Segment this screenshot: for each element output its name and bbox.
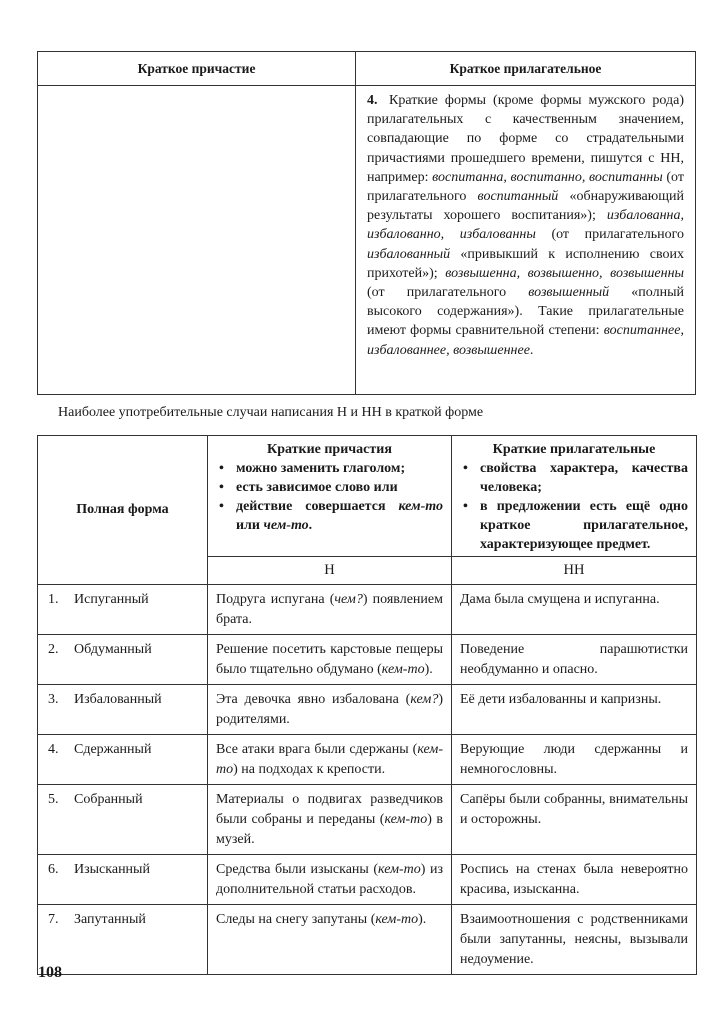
page-number: 108 [38,964,62,981]
participle-example [207,635,451,685]
text-run: ). [424,662,433,677]
header-full-form: Полная форма [38,436,208,585]
text-run: Её дети избалованны и капризны. [459,692,662,707]
row-number: 1. [48,592,59,607]
italic-term: избалованный [367,246,451,262]
table-row [38,735,697,785]
italic-term: кем-то [398,499,443,514]
adjective-example [451,785,696,855]
adjective-example [451,685,696,735]
text-run: Материалы о подвигах разведчиков были собраны и переданы ( [215,792,443,827]
text-run: Краткие формы (кроме формы мужского рода) прилагательных с качественным значением, совпадающие по форме со страдательными причастиями прошедшего времени, пишутся с НН, например: [367,93,684,185]
rule-number: 4. [367,93,378,108]
participle-example [207,685,451,735]
text-run: Эта девочка явно избалована ( [215,692,411,707]
italic-term: избалованна, избалованно, избалованны [367,208,684,243]
adjective-example [451,735,696,785]
comparison-table [37,51,696,395]
participle-example [207,585,451,635]
text-run: действие совершается [235,499,399,514]
text-run: ) родителями. [215,692,443,727]
row-number: 2. [48,642,59,657]
italic-term: чем? [334,592,363,607]
table-row [38,855,697,905]
row-number: 4. [48,742,59,757]
full-form-word: Сдержанный [74,742,152,757]
text-run: «обнаруживающий результаты хорошего воспитания»); [367,189,684,224]
full-form-cell [38,855,208,905]
italic-term: кем? [410,692,439,707]
text-run: Все атаки врага были сдержаны ( [215,742,418,757]
text-run: ) появлением брата. [215,592,443,627]
italic-term: воспитаннее, избалованнее, возвышеннее [367,323,684,358]
full-form-word: Избалованный [74,692,162,707]
table-row [38,635,697,685]
rule-text [367,93,684,358]
section-caption: Наиболее употребительные случаи написания Н и НН в краткой форме [58,405,484,420]
criterion-item [460,497,688,554]
italic-term: возвышенный [528,285,610,301]
text-run: ) в музей. [215,812,443,847]
rule-4 [357,87,694,364]
bullet-icon: • [218,499,224,514]
full-form-word: Изысканный [74,862,150,877]
table-row [38,785,697,855]
italic-term: чем-то [263,518,309,533]
text-run: Средства были изысканы ( [215,862,378,877]
adjectives-criteria [460,459,688,554]
text-run: или [235,518,264,533]
text-run: (от прилагательного [535,227,684,243]
row-number: 5. [48,792,59,807]
header-short-participle: Краткое причастие [38,52,356,86]
comparison-table-row [38,86,696,395]
comparison-table-header [38,52,696,86]
italic-term: кем-то [381,662,425,677]
italic-term: кем-то [215,742,443,777]
text-run: в предложении есть ещё одно краткое прилагательное, характеризующее предмет. [479,499,688,552]
participles-criteria [216,459,443,535]
text-run: Роспись на стенах была невероятно красива, изысканна. [459,862,688,897]
header-short-adjective: Краткое прилагательное [356,52,696,86]
row-number: 7. [48,912,59,927]
letter-nn: НН [451,557,696,585]
adjective-example [451,855,696,905]
text-run: . [529,342,534,358]
criterion-item [216,459,443,478]
text-run: «полный высокого содержания»). Такие прилагательные имеют формы сравнительной степени: [367,285,684,339]
adjectives-title: Краткие прилагательные [492,442,656,457]
full-form-cell [38,635,208,685]
text-run: ). [418,912,427,927]
text-run: Верующие люди сдержанны и немногословны. [459,742,688,777]
header-participles [207,436,451,557]
bullet-icon: • [218,461,224,476]
adjective-example [451,905,696,975]
text-run: ) из дополнительной статьи расходов. [215,862,443,897]
text-run: (от прилагательного [367,285,529,301]
n-nn-table-header [38,436,697,557]
adjective-example [451,635,696,685]
italic-term: воспитанный [477,189,559,205]
text-run: Подруга испугана ( [215,592,335,607]
adjective-rule-cell [356,86,696,395]
full-form-word: Обдуманный [74,642,152,657]
full-form-word: Запутанный [74,912,146,927]
adjective-example [451,585,696,635]
text-run: есть зависимое слово или [235,480,398,495]
participle-example [207,905,451,975]
table-row [38,905,697,975]
full-form-cell [38,785,208,855]
table-row [38,585,697,635]
header-adjectives [451,436,696,557]
italic-term: возвышенна, возвышенно, возвышенны [445,265,684,281]
table-row [38,685,697,735]
participle-example [207,855,451,905]
text-run: Поведение парашютистки необдуманно и опасно. [459,642,688,677]
participle-example [207,785,451,855]
criterion-item [460,459,688,497]
participle-cell-empty [38,86,356,395]
italic-term: кем-то [375,912,419,927]
text-run: «привыкший к исполнению своих прихотей»); [367,246,684,281]
text-run: можно заменить глаголом; [235,461,406,476]
full-form-word: Испуганный [74,592,149,607]
n-nn-table [37,435,697,975]
full-form-cell [38,585,208,635]
text-run: (от прилагательного [367,169,684,205]
bullet-icon: • [462,461,468,476]
text-run: Решение посетить карстовые пещеры было тщательно обдумано ( [215,642,443,677]
n-nn-table-body [38,585,697,975]
text-run: свойства характера, качества человека; [479,461,688,495]
italic-term: кем-то [384,812,428,827]
criterion-item [216,497,443,535]
text-run: Дама была смущена и испуганна. [459,592,660,607]
participles-title: Краткие причастия [267,442,392,457]
full-form-cell [38,905,208,975]
participle-example [207,735,451,785]
bullet-icon: • [218,480,224,495]
letter-n: Н [207,557,451,585]
text-run: Взаимоотношения с родственниками были запутанны, неясны, вызывали недоумение. [459,912,688,967]
text-run: . [308,518,313,533]
full-form-word: Собранный [74,792,143,807]
italic-term: воспитанна, воспитанно, воспитанны [432,169,663,185]
text-run: ) на подходах к крепости. [233,762,386,777]
italic-term: кем-то [378,862,421,877]
row-number: 6. [48,862,59,877]
text-run: Следы на снегу запутаны ( [215,912,376,927]
text-run: Сапёры были собранны, внимательны и осторожны. [459,792,688,827]
criterion-item [216,478,443,497]
full-form-cell [38,685,208,735]
row-number: 3. [48,692,59,707]
bullet-icon: • [462,499,468,514]
full-form-cell [38,735,208,785]
